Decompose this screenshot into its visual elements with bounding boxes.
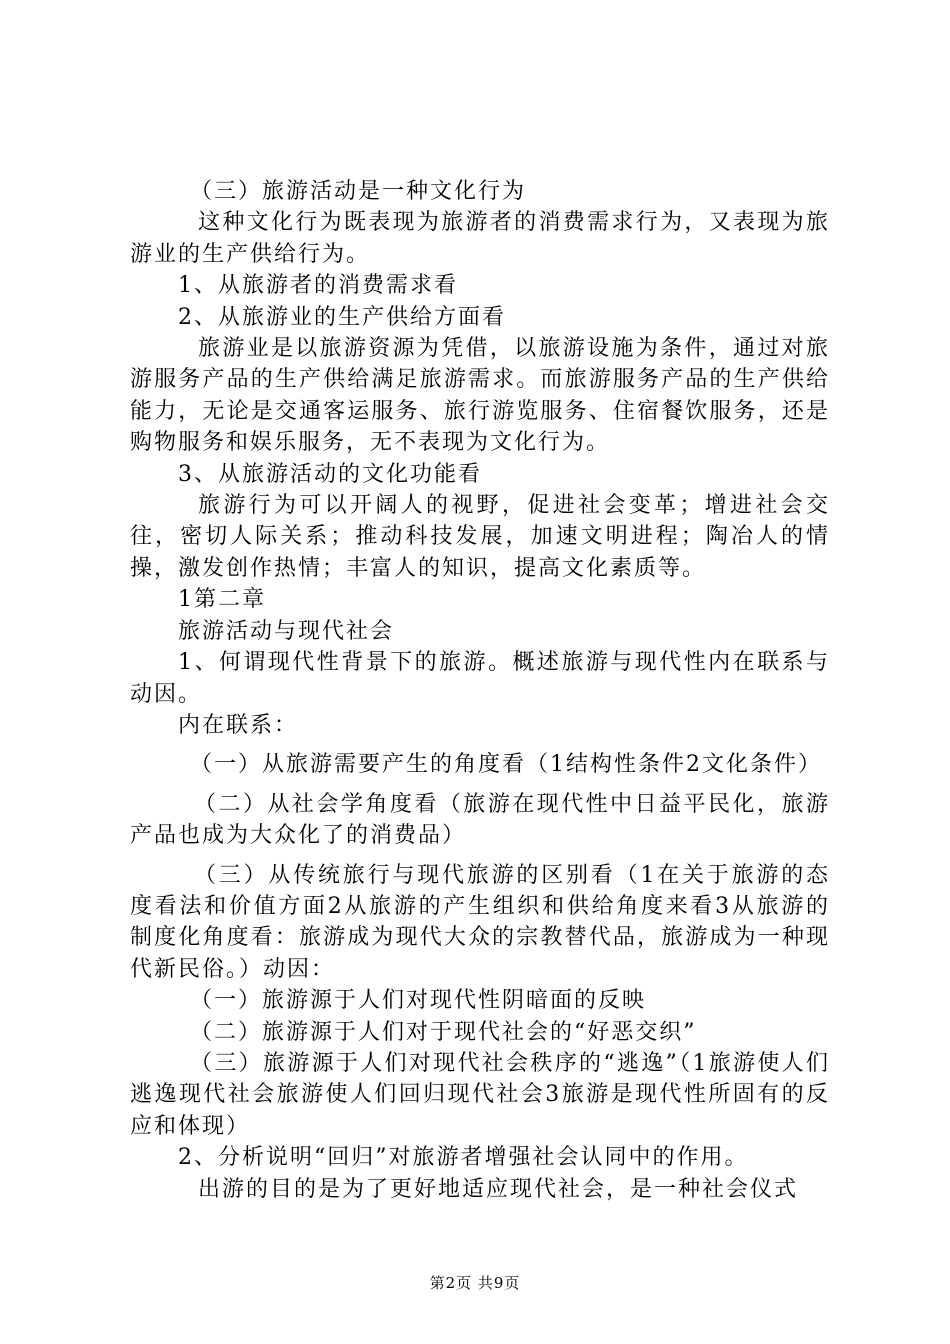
motive-item-3: （三）旅游源于人们对现代社会秩序的“逃逸”（1旅游使人们逃逸现代社会旅游使人们回归现代社会3旅游是现代性所固有的反应和体现） — [130, 1050, 830, 1139]
page-number-footer: 第2页 共9页 — [429, 1274, 521, 1292]
list-item-industry-supply: 2、从旅游业的生产供给方面看 — [178, 304, 506, 330]
inner-connection-label: 内在联系： — [178, 712, 299, 738]
motive-item-2: （二）旅游源于人们对于现代社会的“好恶交织” — [190, 1019, 697, 1045]
motive-item-1: （一）旅游源于人们对现代性阴暗面的反映 — [190, 988, 647, 1014]
list-item-cultural-function: 3、从旅游活动的文化功能看 — [178, 461, 482, 487]
chapter-title: 旅游活动与现代社会 — [178, 618, 395, 644]
section-heading-cultural-behavior: （三）旅游活动是一种文化行为 — [190, 179, 527, 204]
connection-item-3: （三）从传统旅行与现代旅游的区别看（1在关于旅游的态度看法和价值方面2从旅游的产生组织和供给角度来看3从旅游的制度化角度看：旅游成为现代大众的宗教替代品，旅游成为一种现代新民俗。）动因： — [130, 862, 830, 982]
document-body — [130, 176, 830, 1205]
paragraph-industry-supply: 旅游业是以旅游资源为凭借，以旅游设施为条件，通过对旅游服务产品的生产供给满足旅游需求。而旅游服务产品的生产供给能力，无论是交通客运服务、旅行游览服务、住宿餐饮服务，还是购物服务和娱乐服务，无不表现为文化行为。 — [130, 336, 830, 456]
paragraph-cultural-function: 旅游行为可以开阔人的视野，促进社会变革；增进社会交往，密切人际关系；推动科技发展，加速文明进程；陶冶人的情操，激发创作热情；丰富人的知识，提高文化素质等。 — [130, 493, 830, 581]
paragraph-cultural-behavior: 这种文化行为既表现为旅游者的消费需求行为，又表现为旅游业的生产供给行为。 — [130, 210, 830, 267]
paragraph-return-purpose: 出游的目的是为了更好地适应现代社会，是一种社会仪式 — [198, 1176, 799, 1202]
chapter-number: 1第二章 — [178, 587, 266, 613]
connection-item-2: （二）从社会学角度看（旅游在现代性中日益平民化，旅游产品也成为大众化了的消费品） — [130, 791, 830, 849]
question-2: 2、分析说明“回归”对旅游者增强社会认同中的作用。 — [178, 1145, 749, 1171]
list-item-consumer-demand: 1、从旅游者的消费需求看 — [178, 273, 458, 299]
connection-item-1: （一）从旅游需要产生的角度看（1结构性条件2文化条件） — [190, 752, 822, 778]
question-1: 1、何谓现代性背景下的旅游。概述旅游与现代性内在联系与动因。 — [130, 650, 830, 707]
